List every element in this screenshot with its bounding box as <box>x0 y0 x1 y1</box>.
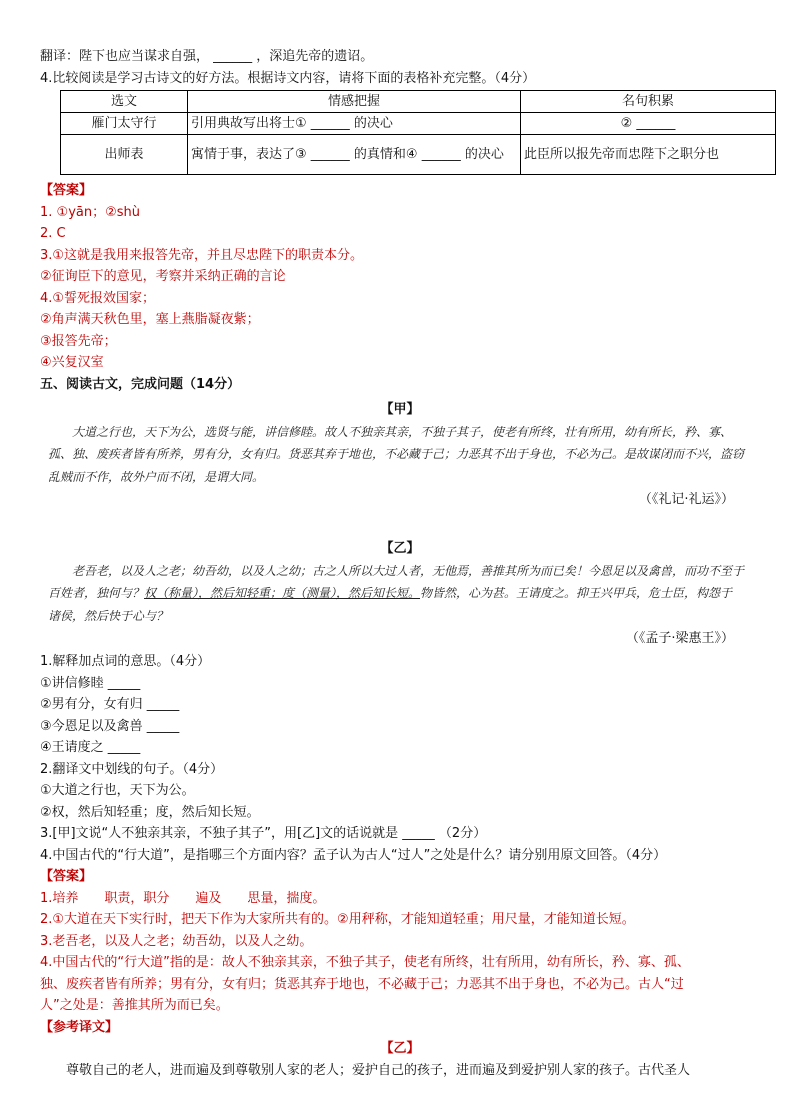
question-line: 2.翻译文中划线的句子。（4分） <box>40 761 224 777</box>
spacer <box>40 512 760 538</box>
question-line: ②权，然后知轻重；度，然后知长短。 <box>40 804 260 820</box>
table-row <box>61 135 776 175</box>
answer-label: 【答案】 <box>40 869 93 884</box>
answer-line: 独、废疾者皆有所养；男有分，女有归；货恶其弃于地也，不必藏于己；力恶其不出于身也，不必为己。古人“过 <box>40 976 684 992</box>
question-line: ④王请度之 _____ <box>40 740 141 755</box>
table-cell: 此臣所以报先帝而忠陛下之职分也 <box>521 135 776 175</box>
reference-text: 尊敬自己的老人，进而遍及到尊敬别人家的老人；爱护自己的孩子，进而遍及到爱护别人家的孩子。古代圣人 <box>66 1062 691 1078</box>
answer-line: 2. C <box>40 226 66 241</box>
question-line: 4.中国古代的“行大道”，是指哪三个方面内容？孟子认为古人“过人”之处是什么？请分别用原文回答。（4分） <box>40 847 667 863</box>
answer-line: 3.①这就是我用来报答先帝，并且尽忠陛下的职责本分。 <box>40 247 364 263</box>
table-header-cell: 情感把握 <box>188 91 521 113</box>
answer-line: ②征询臣下的意见，考察并采纳正确的言论 <box>40 269 286 284</box>
table-cell: ② ______ <box>521 113 776 135</box>
answer-label: 【答案】 <box>40 183 93 198</box>
answer-line: ④兴复汉室 <box>40 355 104 370</box>
answer-line: 1.培养 职责，职分 遍及 思量，揣度。 <box>40 890 326 906</box>
question-line: ③今恩足以及禽兽 _____ <box>40 718 180 734</box>
passage-jia-text: 大道之行也，天下为公，选贤与能，讲信修睦。故人不独亲其亲，不独子其子，使老有所终，壮有所用，幼有所长，矜、寡、孤、独、废疾者皆有所养，男有分，女有归。货恶其弃于地也，不必藏于己；力恶其不出于身也，不必为己。是故谋闭而不兴，盗窃乱贼而不作，故外户而不闭，是谓大同。 <box>48 424 745 484</box>
answer-line: 4.中国古代的“行大道”指的是：故人不独亲其亲，不独子其子，使老有所终，壮有所用，幼有所长，矜、寡、孤、 <box>40 955 690 970</box>
answer-line: 1. ①yān；②shù <box>40 204 140 220</box>
underlined-sentence: 权（称量），然后知轻重；度（测量），然后知长短。 <box>144 586 421 600</box>
reference-yi-title: 【乙】 <box>380 1041 420 1056</box>
passage-jia-source: （《礼记·礼运》） <box>638 492 734 507</box>
passage-yi-title: 【乙】 <box>380 541 420 556</box>
question-line: ①讲信修睦 _____ <box>40 675 141 691</box>
table-header-row <box>61 91 776 113</box>
question-line: ①大道之行也，天下为公。 <box>40 783 195 798</box>
reference-label: 【参考译文】 <box>40 1019 119 1035</box>
passage-jia-title: 【甲】 <box>380 402 420 417</box>
answer-line: 2.①大道在天下实行时，把天下作为大家所共有的。②用秤称，才能知道轻重；用尺量，才能知道长短。 <box>40 912 635 927</box>
passage-yi-source: （《孟子·梁惠王》） <box>625 631 734 646</box>
document-page <box>40 46 760 1082</box>
question-4-prompt: 4.比较阅读是学习古诗文的好方法。根据诗文内容，请将下面的表格补充完整。（4分） <box>40 70 536 86</box>
comparison-table <box>60 90 776 175</box>
question-line: ②男有分，女有归 _____ <box>40 697 180 712</box>
answer-line: ②角声满天秋色里，塞上燕脂凝夜紫； <box>40 312 260 327</box>
passage-yi-text-b: 物皆然，心为甚。王请度之。抑王兴甲兵，危士臣，构怨于诸侯，然后快于心与？ <box>48 586 733 623</box>
answer-line: 4.①誓死报效国家； <box>40 290 156 306</box>
table-row <box>61 113 776 135</box>
passage-yi-text-a: 老吾老，以及人之老；幼吾幼，以及人之幼；古之人所以大过人者，无他焉，善推其所为而已矣！今恩足以及禽兽，而功不至于百姓者，独何与？ <box>48 563 745 600</box>
table-header-cell: 名句积累 <box>521 91 776 113</box>
question-line: 3.[甲]文说“人不独亲其亲，不独子其子”，用[乙]文的话说就是 _____ （2分） <box>40 826 487 841</box>
table-header-cell: 选文 <box>61 91 188 113</box>
answer-line: 人”之处是：善推其所为而已矣。 <box>40 998 229 1013</box>
translation-line: 翻译：陛下也应当谋求自强， ______ ，深追先帝的遗诏。 <box>40 49 374 64</box>
question-line: 1.解释加点词的意思。（4分） <box>40 654 211 669</box>
answer-line: 3.老吾老，以及人之老；幼吾幼，以及人之幼。 <box>40 933 313 949</box>
section-title: 五、阅读古文，完成问题（14分） <box>40 376 241 392</box>
passage-yi-text <box>48 560 744 628</box>
table-cell: 引用典故写出将士① ______ 的决心 <box>188 113 521 135</box>
answer-line: ③报答先帝； <box>40 333 117 349</box>
table-cell: 雁门太守行 <box>61 113 188 135</box>
table-cell: 出师表 <box>61 135 188 175</box>
table-cell: 寓情于事，表达了③ ______ 的真情和④ ______ 的决心 <box>188 135 521 175</box>
